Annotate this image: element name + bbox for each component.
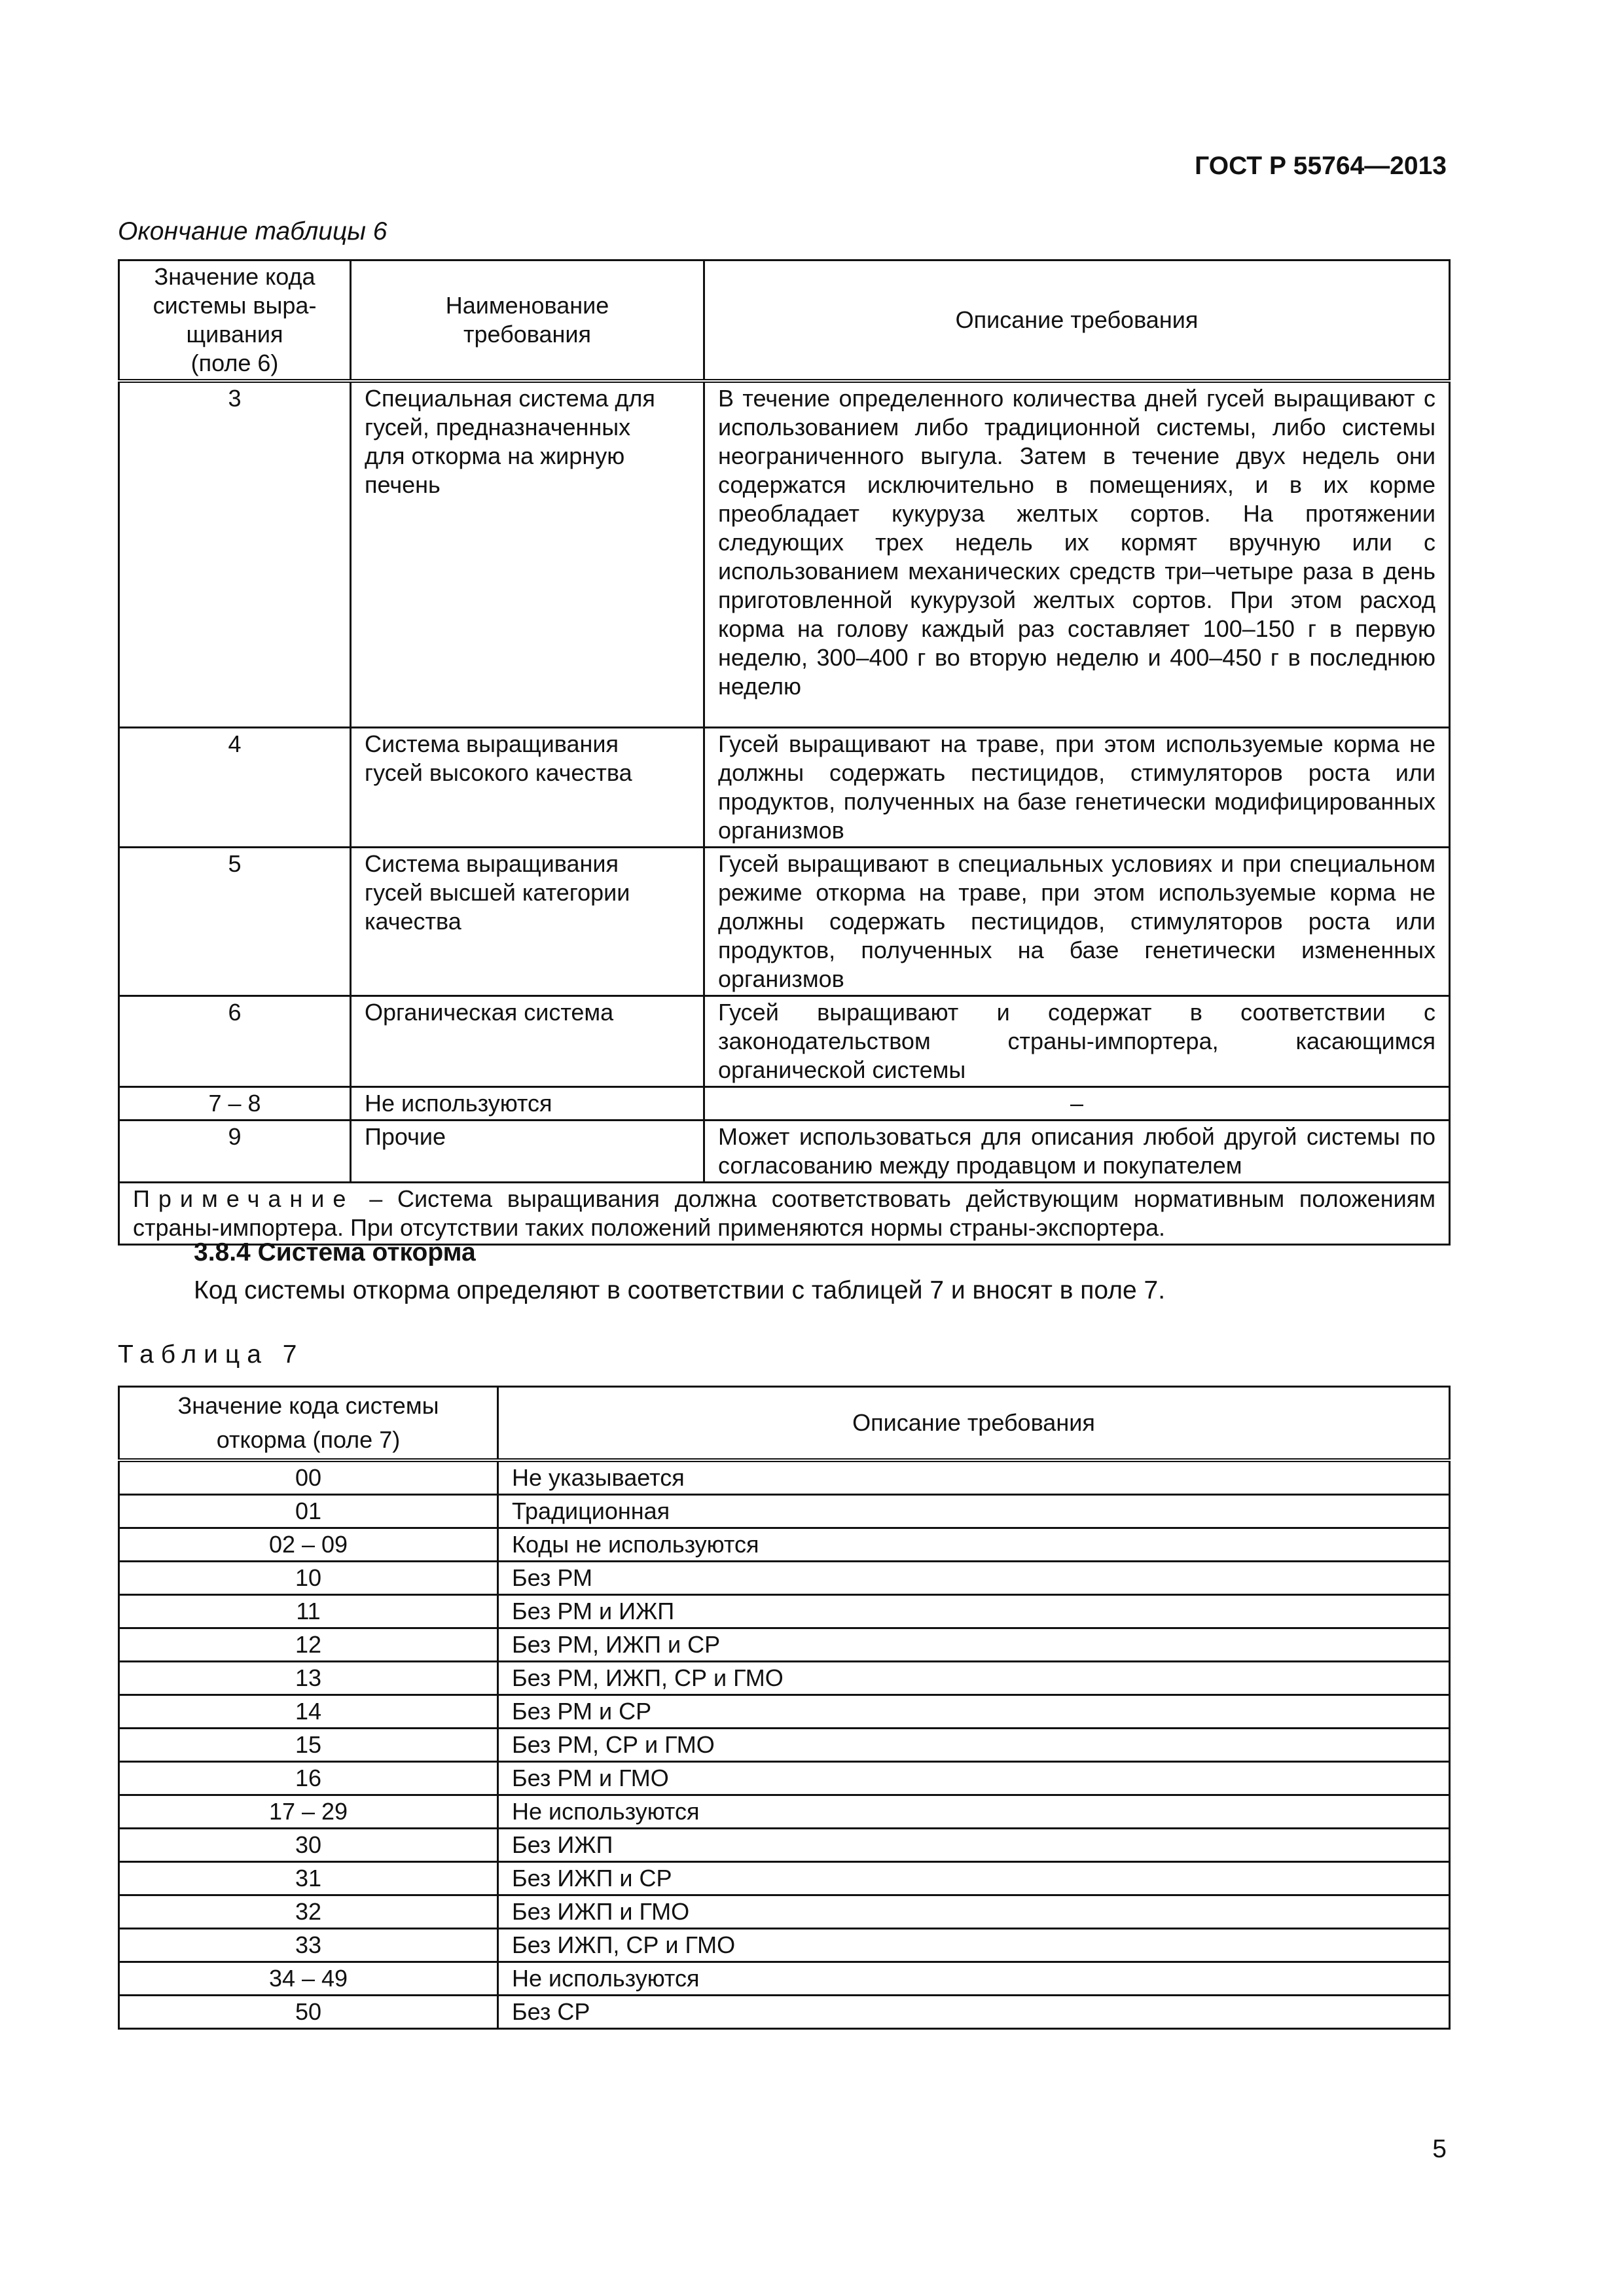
code-cell: 4 (119, 727, 351, 847)
description-cell: Без РМ и ГМО (498, 1762, 1450, 1795)
code-cell: 02 – 09 (119, 1528, 498, 1562)
document-code: ГОСТ Р 55764—2013 (1195, 152, 1447, 180)
header-line: откорма (поле 7) (216, 1426, 401, 1453)
name-line: для откорма на жирную (365, 442, 625, 469)
table-row (119, 1495, 1450, 1528)
table-row (119, 1086, 1450, 1120)
table-row (119, 1795, 1450, 1829)
table-row (119, 1595, 1450, 1628)
description-cell: Гусей выращивают в специальных условиях и при специальном режиме откорма на траве, при этом используемые корма не должны содержать пестицидов, стимуляторов роста или продуктов, полученных на базе генетически измененных организмов (704, 847, 1450, 996)
table-note (119, 1182, 1450, 1244)
code-cell: 13 (119, 1662, 498, 1695)
code-cell: 33 (119, 1929, 498, 1962)
name-line: Система выращивания (365, 850, 619, 877)
header-line: системы выра- (153, 292, 317, 319)
code-cell: 3 (119, 381, 351, 727)
section-title: 3.8.4 Система откорма (194, 1238, 476, 1266)
table6-header-row (119, 260, 1450, 382)
code-cell: 00 (119, 1460, 498, 1495)
name-line: Органическая система (365, 998, 614, 1026)
code-cell: 6 (119, 996, 351, 1086)
code-cell: 11 (119, 1595, 498, 1628)
table-row (119, 996, 1450, 1086)
page-number: 5 (1432, 2135, 1447, 2163)
name-line: Прочие (365, 1122, 446, 1150)
note-text: – Система выращивания должна соответствовать действующим нормативным положениям страны-импортера. При отсутствии таких положений применяются нормы страны-экспортера. (133, 1185, 1435, 1241)
table7-header-code (119, 1387, 498, 1461)
table-row (119, 847, 1450, 996)
description-cell: Без СР (498, 1996, 1450, 2029)
table-row (119, 1729, 1450, 1762)
description-cell: Без ИЖП и СР (498, 1862, 1450, 1895)
description-cell: Без ИЖП и ГМО (498, 1895, 1450, 1929)
name-line: гусей, предназначенных (365, 414, 631, 440)
description-cell: Гусей выращивают на траве, при этом используемые корма не должны содержать пестицидов, стимуляторов роста или продуктов, полученных на базе генетически модифицированных организмов (704, 727, 1450, 847)
table-row (119, 381, 1450, 727)
name-line: качества (365, 907, 461, 935)
description-cell: Не используются (498, 1795, 1450, 1829)
code-cell: 16 (119, 1762, 498, 1795)
code-cell: 01 (119, 1495, 498, 1528)
table-row (119, 1662, 1450, 1695)
header-line: требования (463, 321, 591, 348)
table-row (119, 1895, 1450, 1929)
code-cell: 5 (119, 847, 351, 996)
name-line: гусей высшей категории (365, 878, 630, 906)
note-label: Примечание (133, 1185, 355, 1212)
table-row (119, 1695, 1450, 1729)
name-cell (351, 727, 704, 847)
table7-header-row (119, 1387, 1450, 1461)
code-cell: 14 (119, 1695, 498, 1729)
table-row (119, 1929, 1450, 1962)
code-cell: 10 (119, 1562, 498, 1595)
description-cell: Без РМ (498, 1562, 1450, 1595)
table-row (119, 1962, 1450, 1996)
description-cell: Без РМ и СР (498, 1695, 1450, 1729)
table-row (119, 1528, 1450, 1562)
name-line: Специальная система для (365, 385, 655, 412)
name-cell (351, 1086, 704, 1120)
table-row (119, 1762, 1450, 1795)
table6-caption: Окончание таблицы 6 (118, 217, 388, 245)
code-cell: 12 (119, 1628, 498, 1662)
description-cell: Без РМ и ИЖП (498, 1595, 1450, 1628)
table-note-row (119, 1182, 1450, 1244)
name-line: Система выращивания (365, 730, 619, 757)
table7 (118, 1386, 1451, 2030)
table6-header-code (119, 260, 351, 382)
table-row (119, 1862, 1450, 1895)
header-line: щивания (186, 321, 283, 348)
header-line: (поле 6) (190, 350, 279, 376)
description-cell: Традиционная (498, 1495, 1450, 1528)
code-cell: 17 – 29 (119, 1795, 498, 1829)
description-cell: Без ИЖП (498, 1829, 1450, 1862)
table6-header-description: Описание требования (704, 260, 1450, 382)
section-text: Код системы откорма определяют в соответствии с таблицей 7 и вносят в поле 7. (194, 1276, 1166, 1304)
description-cell: Коды не используются (498, 1528, 1450, 1562)
header-line: Наименование (445, 292, 609, 319)
table-row (119, 1829, 1450, 1862)
table-row (119, 1628, 1450, 1662)
description-cell: Может использоваться для описания любой другой системы по согласованию между продавцом и покупателем (704, 1120, 1450, 1182)
table7-caption: Таблица 7 (118, 1340, 304, 1369)
header-line: Значение кода системы (177, 1392, 439, 1419)
name-cell (351, 1120, 704, 1182)
description-cell: – (704, 1086, 1450, 1120)
description-cell: Без ИЖП, СР и ГМО (498, 1929, 1450, 1962)
table-row (119, 1996, 1450, 2029)
code-cell: 30 (119, 1829, 498, 1862)
name-cell (351, 381, 704, 727)
table-row (119, 727, 1450, 847)
name-line: гусей высокого качества (365, 759, 632, 786)
table6-header-name (351, 260, 704, 382)
description-cell: В течение определенного количества дней гусей выращивают с использованием либо традиционной системы, либо системы неограниченного выгула. Затем в течение двух недель они содержатся исключительно в помещениях, и в их корме преобладает кукуруза желтых сортов. На протяжении следующих трех недель их кормят вручную или с использованием механических средств три–четыре раза в день приготовленной кукурузой желтых сортов. При этом расход корма на голову каждый раз составляет 100–150 г в первую неделю, 300–400 г во вторую неделю и 400–450 г в последнюю неделю (704, 381, 1450, 727)
table6 (118, 259, 1451, 1246)
code-cell: 15 (119, 1729, 498, 1762)
description-cell: Без РМ, ИЖП и СР (498, 1628, 1450, 1662)
table-row (119, 1460, 1450, 1495)
description-cell: Гусей выращивают и содержат в соответствии с законодательством страны-импортера, касающимся органической системы (704, 996, 1450, 1086)
description-cell: Не указывается (498, 1460, 1450, 1495)
description-cell: Без РМ, ИЖП, СР и ГМО (498, 1662, 1450, 1695)
code-cell: 31 (119, 1862, 498, 1895)
table7-header-description: Описание требования (498, 1387, 1450, 1461)
code-cell: 32 (119, 1895, 498, 1929)
name-cell (351, 847, 704, 996)
code-cell: 34 – 49 (119, 1962, 498, 1996)
description-cell: Без РМ, СР и ГМО (498, 1729, 1450, 1762)
table-row (119, 1120, 1450, 1182)
name-line: Не используются (365, 1089, 552, 1117)
code-cell: 9 (119, 1120, 351, 1182)
name-line: печень (365, 471, 441, 498)
code-cell: 50 (119, 1996, 498, 2029)
table-row (119, 1562, 1450, 1595)
header-line: Значение кода (154, 263, 316, 290)
code-cell: 7 – 8 (119, 1086, 351, 1120)
description-cell: Не используются (498, 1962, 1450, 1996)
name-cell (351, 996, 704, 1086)
